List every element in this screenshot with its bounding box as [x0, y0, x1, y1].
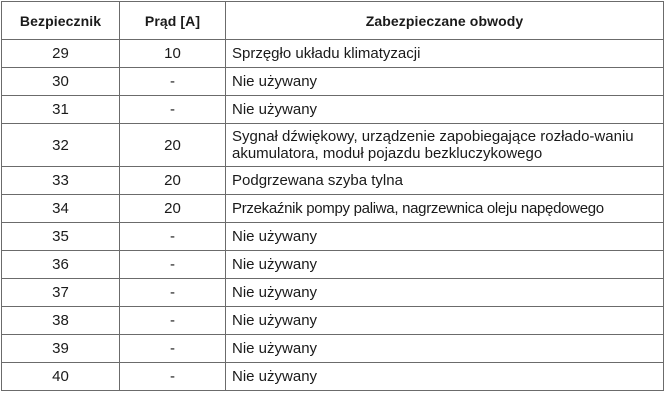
fuse-number-cell: 37 [2, 279, 120, 307]
column-header-fuse: Bezpiecznik [2, 2, 120, 40]
amperage-cell: - [120, 223, 226, 251]
fuse-number-cell: 36 [2, 251, 120, 279]
fuse-number-cell: 35 [2, 223, 120, 251]
amperage-cell: - [120, 363, 226, 391]
fuse-number-cell: 38 [2, 307, 120, 335]
table-row [2, 279, 664, 307]
column-header-circuits: Zabezpieczane obwody [226, 2, 664, 40]
circuits-cell: Przekaźnik pompy paliwa, nagrzewnica oleju napędowego [226, 195, 664, 223]
fuse-number-cell: 31 [2, 96, 120, 124]
circuits-cell: Nie używany [226, 251, 664, 279]
amperage-cell: 20 [120, 195, 226, 223]
table-row [2, 251, 664, 279]
amperage-cell: 20 [120, 124, 226, 167]
table-row [2, 96, 664, 124]
circuits-cell: Nie używany [226, 307, 664, 335]
table-row [2, 223, 664, 251]
circuits-cell: Nie używany [226, 363, 664, 391]
circuits-cell: Sygnał dźwiękowy, urządzenie zapobiegające rozłado-waniu akumulatora, moduł pojazdu bezkluczykowego [226, 124, 664, 167]
circuits-cell: Sprzęgło układu klimatyzacji [226, 40, 664, 68]
amperage-cell: - [120, 307, 226, 335]
table-header-row [2, 2, 664, 40]
table-row [2, 68, 664, 96]
amperage-cell: 20 [120, 167, 226, 195]
amperage-cell: - [120, 68, 226, 96]
table-row [2, 307, 664, 335]
fuse-number-cell: 29 [2, 40, 120, 68]
circuits-cell: Nie używany [226, 223, 664, 251]
fuse-table [1, 1, 664, 391]
table-row [2, 335, 664, 363]
circuits-cell: Nie używany [226, 335, 664, 363]
amperage-cell: - [120, 96, 226, 124]
table-row [2, 40, 664, 68]
amperage-cell: 10 [120, 40, 226, 68]
column-header-amperage: Prąd [A] [120, 2, 226, 40]
fuse-number-cell: 34 [2, 195, 120, 223]
fuse-number-cell: 40 [2, 363, 120, 391]
table-row [2, 167, 664, 195]
table-row [2, 195, 664, 223]
fuse-number-cell: 33 [2, 167, 120, 195]
fuse-number-cell: 39 [2, 335, 120, 363]
circuits-cell: Nie używany [226, 96, 664, 124]
circuits-cell: Nie używany [226, 279, 664, 307]
circuits-cell: Podgrzewana szyba tylna [226, 167, 664, 195]
fuse-number-cell: 32 [2, 124, 120, 167]
amperage-cell: - [120, 279, 226, 307]
fuse-number-cell: 30 [2, 68, 120, 96]
table-row [2, 124, 664, 167]
table-row [2, 363, 664, 391]
amperage-cell: - [120, 251, 226, 279]
amperage-cell: - [120, 335, 226, 363]
circuits-cell: Nie używany [226, 68, 664, 96]
